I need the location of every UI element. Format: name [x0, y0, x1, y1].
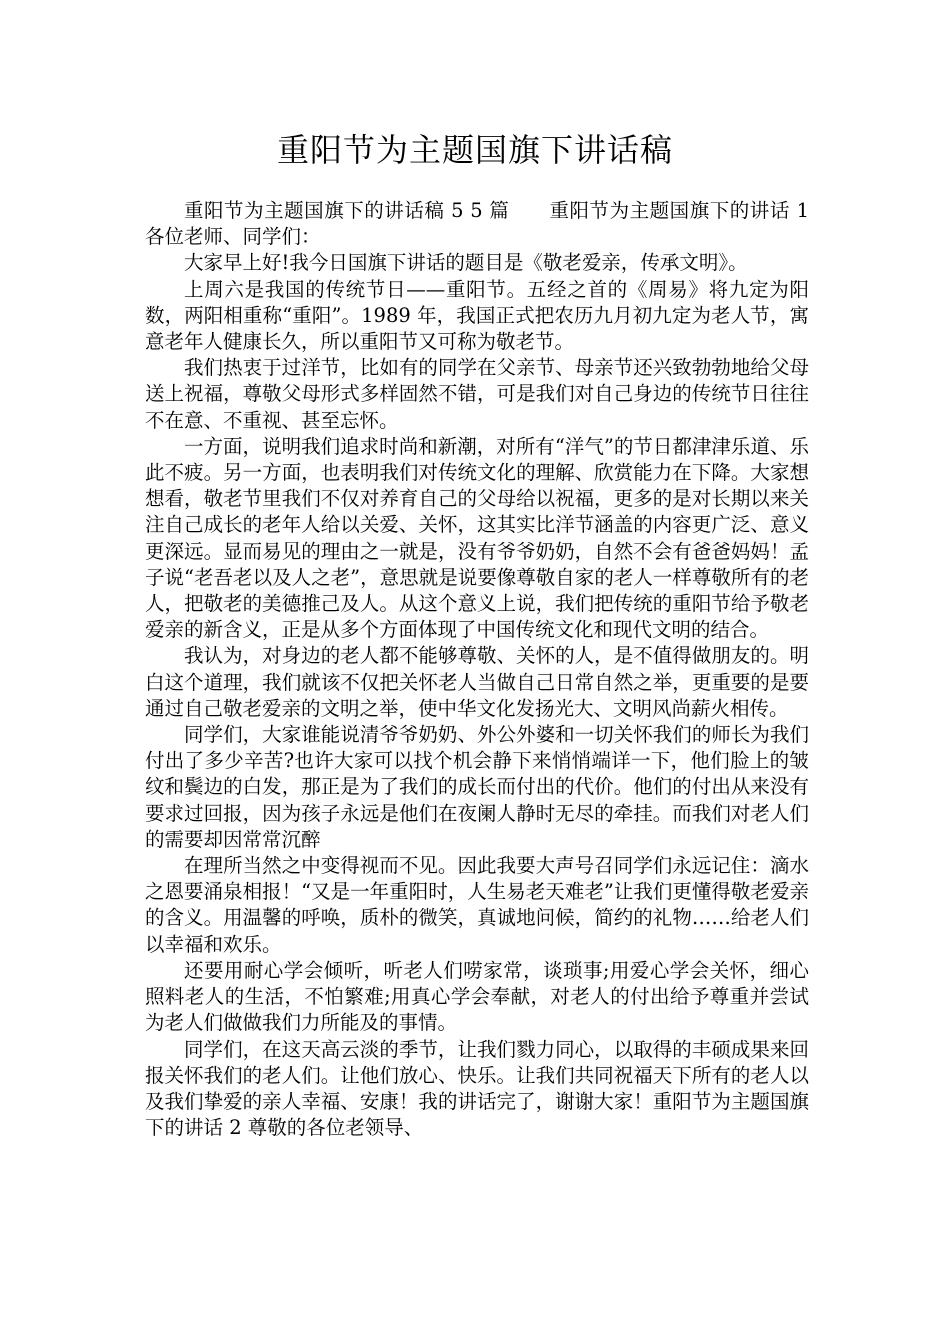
paragraph: 一方面，说明我们追求时尚和新潮，对所有“洋气”的节日都津津乐道、乐此不疲。另一方面，也表明我们对传统文化的理解、欣赏能力在下降。大家想想看，敬老节里我们不仅对养育自己的父母给以祝福，更多的是对长期以来关注自己成长的老年人给以关爱、关怀，这其实比洋节涵盖的内容更广泛、意义更深远。显而易见的理由之一就是，没有爷爷奶奶，自然不会有爸爸妈妈！孟子说“老吾老以及人之老”，意思就是说要像尊敬自家的老人一样尊敬所有的老人，把敬老的美德推己及人。从这个意义上说，我们把传统的重阳节给予敬老爱亲的新含义，正是从多个方面体现了中国传统文化和现代文明的结合。 — [145, 434, 809, 642]
paragraph: 同学们，在这天高云淡的季节，让我们戮力同心，以取得的丰硕成果来回报关怀我们的老人们。让他们放心、快乐。让我们共同祝福天下所有的老人以及我们挚爱的亲人幸福、安康！我的讲话完了，谢谢大家！重阳节为主题国旗下的讲话 2 尊敬的各位老领导、 — [145, 1037, 809, 1140]
paragraph: 还要用耐心学会倾听，听老人们唠家常，谈琐事;用爱心学会关怀，细心照料老人的生活，不怕繁难;用真心学会奉献，对老人的付出给予尊重并尝试为老人们做做我们力所能及的事情。 — [145, 958, 809, 1035]
paragraph: 在理所当然之中变得视而不见。因此我要大声号召同学们永远记住：滴水之恩要涌泉相报！“又是一年重阳时，人生易老天难老”让我们更懂得敬老爱亲的含义。用温馨的呼唤，质朴的微笑，真诚地问候，简约的礼物……给老人们以幸福和欢乐。 — [145, 854, 809, 956]
paragraph: 我们热衷于过洋节，比如有的同学在父亲节、母亲节还兴致勃勃地给父母送上祝福，尊敬父母形式多样固然不错，可是我们对自己身边的传统节日往往不在意、不重视、甚至忘怀。 — [145, 356, 809, 432]
paragraph: 大家早上好!我今日国旗下讲话的题目是《敬老爱亲，传承文明》。 — [184, 251, 748, 275]
paragraph: 同学们，大家谁能说清爷爷奶奶、外公外婆和一切关怀我们的师长为我们付出了多少辛苦?也许大家可以找个机会静下来悄悄端详一下，他们脸上的皱纹和鬓边的白发，那正是为了我们的成长而付出的代价。他们的付出从来没有要求过回报，因为孩子永远是他们在夜阑人静时无尽的牵挂。而我们对老人们的需要却因常常沉醉 — [145, 723, 809, 851]
paragraph: 重阳节为主题国旗下的讲话稿 5 5 篇 重阳节为主题国旗下的讲话 1 各位老师、同学们： — [145, 199, 809, 249]
paragraph: 上周六是我国的传统节日——重阳节。五经之首的《周易》将九定为阳数，两阳相重称“重阳”。1989 年，我国正式把农历九月初九定为老人节，寓意老年人健康长久，所以重阳节又可称为敬老节。 — [145, 277, 809, 354]
document-body — [145, 198, 809, 1141]
paragraph: 我认为，对身边的老人都不能够尊敬、关怀的人，是不值得做朋友的。明白这个道理，我们就该不仅把关怀老人当做自己日常自然之举，更重要的是要通过自己敬老爱亲的文明之举，使中华文化发扬光大、文明风尚薪火相传。 — [145, 644, 809, 720]
document-title: 重阳节为主题国旗下讲话稿 — [276, 131, 673, 169]
